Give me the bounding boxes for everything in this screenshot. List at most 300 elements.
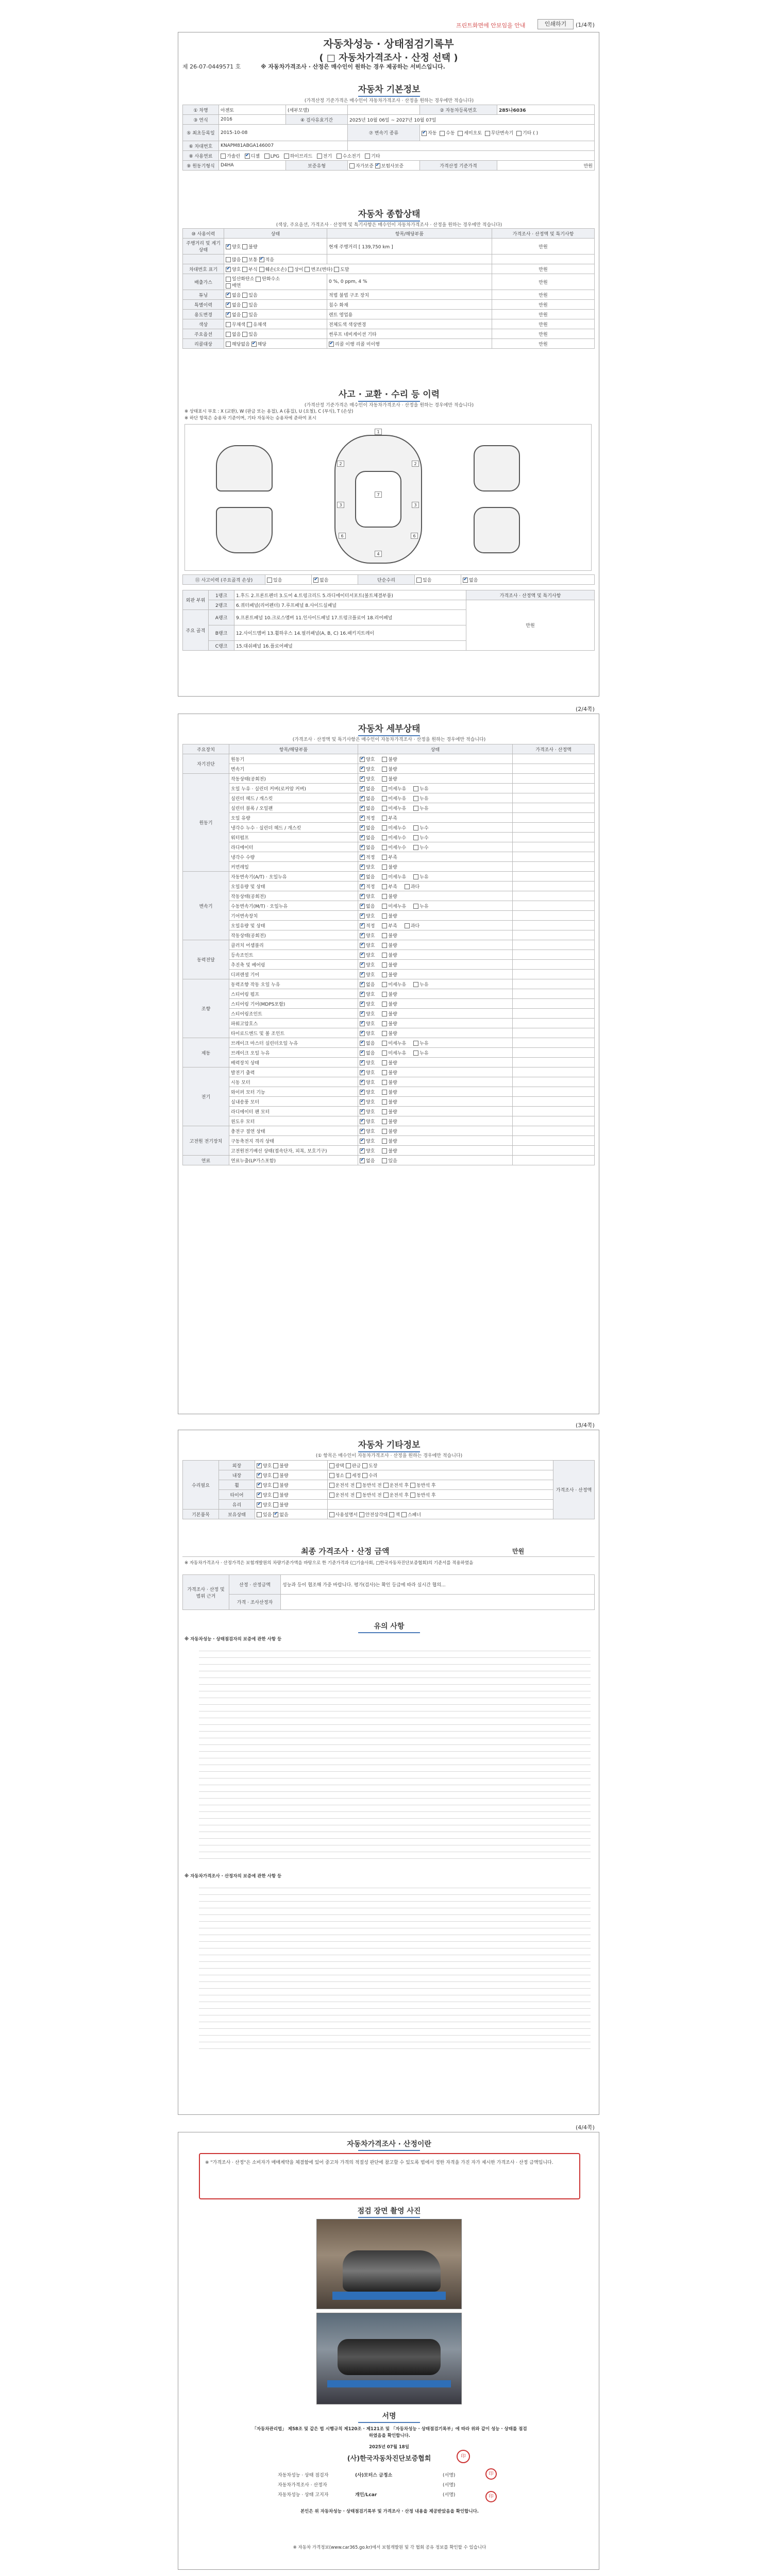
detail-item: 고전원전기배선 상태(접속단자, 피복, 보호기구) xyxy=(229,1146,358,1156)
detail-state xyxy=(358,1077,513,1087)
detail-state xyxy=(358,1156,513,1165)
state-label: 미세누유 xyxy=(388,806,407,811)
checkbox xyxy=(382,904,387,909)
detail-item: 스티어링 기어(MDPS포함) xyxy=(229,999,358,1009)
checkbox xyxy=(360,1090,365,1095)
detail-state xyxy=(358,1126,513,1136)
detail-row xyxy=(183,1038,595,1048)
checkbox xyxy=(360,1021,365,1026)
checkbox xyxy=(360,1109,365,1114)
detail-row xyxy=(183,862,595,872)
checkbox xyxy=(360,855,365,860)
checkbox xyxy=(382,1031,387,1036)
basis-table: 가격조사 · 산정 및 범위 근거 산정 · 산정금액 성능과 등이 협조해 가중 바랍니다. 평가(검사)는 확인 등급에 따라 실시간 협의... 가격 · 조사산정자 xyxy=(182,1574,595,1610)
detail-price xyxy=(513,872,595,882)
detail-item: 작동상태(공회전) xyxy=(229,930,358,940)
page-number: (4/4쪽) xyxy=(576,2124,595,2131)
detail-row xyxy=(183,1067,595,1077)
checkbox xyxy=(360,767,365,772)
checkbox xyxy=(382,962,387,968)
car-roof xyxy=(355,471,401,528)
detail-item: 오일 유량 xyxy=(229,813,358,823)
checkbox xyxy=(382,1080,387,1085)
detail-item: 클러치 어셈블리 xyxy=(229,940,358,950)
checkbox xyxy=(360,913,365,919)
sign-table: 자동차성능 · 상태 점검자 (사)모터스 금정소 (서명) 자동차가격조사 · 산정자 (서명) 자동차성능 · 상태 고지자 개인/Lcar (서명) xyxy=(278,2473,456,2498)
state-label: 적정 xyxy=(366,884,375,890)
detail-price xyxy=(513,803,595,813)
final-price-heading: 최종 가격조사 · 산정 금액 만원 xyxy=(182,1545,595,1557)
checkbox xyxy=(360,1050,365,1056)
checkbox xyxy=(382,1158,387,1163)
detail-item: 냉각수 수량 xyxy=(229,852,358,862)
lift-icon xyxy=(332,2292,446,2300)
checkbox xyxy=(360,1119,365,1124)
checkbox xyxy=(360,992,365,997)
detail-price xyxy=(513,1126,595,1136)
checkbox xyxy=(360,1031,365,1036)
detail-price xyxy=(513,989,595,999)
state-label: 양호 xyxy=(366,776,375,782)
state-label: 양호 xyxy=(366,1139,375,1144)
detail-item: 발전기 출력 xyxy=(229,1067,358,1077)
checkbox xyxy=(382,992,387,997)
detail-row xyxy=(183,842,595,852)
detail-item: 라디에이터 xyxy=(229,842,358,852)
state-label: 양호 xyxy=(366,1099,375,1105)
car-photo-shape xyxy=(343,2250,441,2292)
checkbox xyxy=(382,845,387,850)
state-label: 양호 xyxy=(366,992,375,997)
detail-item: 원동기 xyxy=(229,754,358,764)
state-label: 없음 xyxy=(366,806,375,811)
final-price-note: ※ 자동차가격조사 · 산정가격은 보험개발원의 차량기준가액을 바탕으로 한 기준가격과 (□기술사회, □한국자동차진단보증협회)의 기준서를 적용하였음 xyxy=(184,1561,474,1566)
state-label: 불량 xyxy=(388,865,397,870)
state-label: 미세누유 xyxy=(388,874,407,880)
detail-heading: 자동차 세부상태 xyxy=(178,721,600,734)
state-label: 불량 xyxy=(388,1011,397,1017)
state-label: 누유 xyxy=(419,1041,429,1046)
car-rear-view xyxy=(216,507,273,553)
detail-state xyxy=(358,1028,513,1038)
page-2-top xyxy=(178,703,599,711)
detail-price xyxy=(513,1107,595,1116)
state-label: 불량 xyxy=(388,894,397,900)
detail-row xyxy=(183,1107,595,1116)
state-label: 없음 xyxy=(366,904,375,909)
detail-item: 브레이크 오일 누유 xyxy=(229,1048,358,1058)
checkbox xyxy=(360,806,365,811)
detail-group: 조향 xyxy=(183,979,229,1038)
state-label: 양호 xyxy=(366,1002,375,1007)
detail-price xyxy=(513,1009,595,1019)
detail-item: 작동상태(공회전) xyxy=(229,774,358,784)
detail-price xyxy=(513,1038,595,1048)
detail-price xyxy=(513,1077,595,1087)
detail-price xyxy=(513,1087,595,1097)
detail-state xyxy=(358,882,513,891)
detail-state xyxy=(358,1107,513,1116)
notifier-stamp: 印 xyxy=(485,2491,497,2502)
state-label: 양호 xyxy=(366,1060,375,1066)
checkbox xyxy=(413,786,418,791)
state-label: 미세누유 xyxy=(388,786,407,792)
checkbox xyxy=(382,1021,387,1026)
detail-item: 워터펌프 xyxy=(229,833,358,842)
checkbox xyxy=(382,1109,387,1114)
detail-row xyxy=(183,1077,595,1087)
part-marker: 6 xyxy=(339,533,346,539)
checkbox xyxy=(413,1041,418,1046)
state-label: 불량 xyxy=(388,776,397,782)
detail-price xyxy=(513,754,595,764)
detail-row xyxy=(183,979,595,989)
other-heading: 자동차 기타정보 xyxy=(178,1437,600,1450)
state-label: 불량 xyxy=(388,933,397,939)
accident-note: (가격산정 기준가격은 매수인이 자동차가격조사 · 산정을 원하는 경우에만 적습니다) xyxy=(304,403,474,408)
detail-state xyxy=(358,1058,513,1067)
detail-state xyxy=(358,1087,513,1097)
checkbox xyxy=(382,933,387,938)
checkbox xyxy=(360,796,365,801)
detail-item: 브레이크 마스터 실린더오일 누유 xyxy=(229,1038,358,1048)
detail-price xyxy=(513,793,595,803)
detail-price xyxy=(513,960,595,970)
part-marker: 2 xyxy=(337,461,344,467)
checkbox xyxy=(413,806,418,811)
detail-item: 기어변속장치 xyxy=(229,911,358,921)
detail-row xyxy=(183,852,595,862)
checkbox xyxy=(360,884,365,889)
checkbox xyxy=(360,786,365,791)
notice-body-2: ※ 자동차가격조사 · 산정자의 보증에 관한 사항 등 xyxy=(184,1874,282,1879)
detail-price xyxy=(513,911,595,921)
checkbox xyxy=(382,913,387,919)
checkbox xyxy=(382,982,387,987)
checkbox xyxy=(382,1119,387,1124)
checkbox xyxy=(382,825,387,831)
accident-heading: 사고 · 교환 · 수리 등 이력 xyxy=(178,387,600,400)
detail-row xyxy=(183,1009,595,1019)
state-label: 누수 xyxy=(419,825,429,831)
state-label: 양호 xyxy=(366,972,375,978)
checkbox xyxy=(360,1041,365,1046)
checkbox xyxy=(360,1002,365,1007)
detail-price xyxy=(513,882,595,891)
detail-price xyxy=(513,930,595,940)
detail-group: 전기 xyxy=(183,1067,229,1126)
checkbox xyxy=(360,894,365,899)
car-side-right xyxy=(474,507,520,553)
state-label: 미세누수 xyxy=(388,825,407,831)
detail-price xyxy=(513,823,595,833)
detail-price xyxy=(513,1097,595,1107)
state-label: 불량 xyxy=(388,962,397,968)
checkbox xyxy=(382,1011,387,1016)
checkbox xyxy=(360,825,365,831)
detail-row xyxy=(183,774,595,784)
summary-table: ⑩ 사용이력 상태 항목/해당부품 가격조사 · 산정액 및 특기사항 주행거리 및 계기상태 ✔양호 불량 현재 주행거리 [ 139,750 km ] 만원 많음 보통 ✔ 적음 차대번호 표기 ✔ 양호 부식 훼손(오손) 상이 변조(변타) 도말 만원 배출가스 일산화탄소 탄화수소 매연 0 %, 0 ppm, 4 % 만원 튜닝 ✔ 없음 있음 적법 불법 구조 장치 만원 특별이력 ✔ 없음 있음 침수 화재 만원 용도변경 ✔ 없음 있음 렌트 영업용 만원 색상 무채색 유채색 전체도색 색상변경 만원 주요옵션 없음 있음 썬루프 네비게이션 기타 만원 리콜대상 해당없음 ✔ 해당 ✔ 리콜 이행 리콜 미이행 만원 xyxy=(182,228,595,349)
part-marker: 7 xyxy=(375,492,382,498)
state-label: 불량 xyxy=(388,1139,397,1144)
checkbox xyxy=(382,1139,387,1144)
checkbox xyxy=(360,1129,365,1134)
checkbox xyxy=(382,874,387,879)
detail-price xyxy=(513,862,595,872)
state-label: 누유 xyxy=(419,786,429,792)
state-label: 미세누유 xyxy=(388,982,407,988)
checkbox xyxy=(360,1011,365,1016)
detail-price xyxy=(513,842,595,852)
footer-text: ※ 자동차 가격정보(www.car365.go.kr)에서 보험개발원 및 각 협회 공유 정보를 확인할 수 있습니다 xyxy=(293,2545,486,2550)
detail-item: 오일 누유 · 실린더 커버(로커암 커버) xyxy=(229,784,358,793)
print-button[interactable]: 인쇄하기 xyxy=(537,19,574,29)
detail-state xyxy=(358,774,513,784)
detail-item: 배력장치 상태 xyxy=(229,1058,358,1067)
detail-state xyxy=(358,999,513,1009)
state-label: 없음 xyxy=(366,982,375,988)
detail-state xyxy=(358,1019,513,1028)
pricenote-heading: 자동차가격조사 · 산정이란 xyxy=(178,2139,600,2149)
detail-row xyxy=(183,1136,595,1146)
checkbox xyxy=(360,1099,365,1105)
part-marker: 1 xyxy=(375,429,382,435)
detail-state xyxy=(358,1067,513,1077)
detail-row xyxy=(183,1087,595,1097)
checkbox xyxy=(382,835,387,840)
page-4 xyxy=(178,2132,599,2570)
state-label: 있음 xyxy=(388,1158,397,1164)
receive-text: 본인은 위 자동차성능 · 상태점검기록부 및 가격조사 · 산정 내용을 제공받았음을 확인합니다. xyxy=(300,2509,479,2514)
detail-state xyxy=(358,930,513,940)
summary-note: (색상, 주요옵션, 가격조사 · 산정액 및 특기사항은 매수인이 자동차가격조사 · 산정을 원하는 경우에만 적습니다) xyxy=(276,223,502,228)
detail-state xyxy=(358,901,513,911)
notice-text-1 xyxy=(199,1647,591,1863)
state-label: 양호 xyxy=(366,1148,375,1154)
state-label: 양호 xyxy=(366,913,375,919)
state-label: 부족 xyxy=(388,884,397,890)
detail-state xyxy=(358,784,513,793)
detail-state xyxy=(358,1048,513,1058)
detail-price xyxy=(513,833,595,842)
state-label: 불량 xyxy=(388,1099,397,1105)
summary-heading: 자동차 종합상태 xyxy=(178,207,600,219)
detail-row xyxy=(183,901,595,911)
state-label: 없음 xyxy=(366,845,375,851)
detail-item: 추진축 및 베어링 xyxy=(229,960,358,970)
detail-price xyxy=(513,764,595,774)
state-label: 누유 xyxy=(419,904,429,909)
checkbox xyxy=(360,1070,365,1075)
basic-info-table: ① 차명 아젠토 (세부모델) ② 자동차등록번호 285나6036 ③ 연식 2016 ④ 검사유효기간 2025년 10월 06일 ~ 2027년 10월 07일 ⑤ 최초등록일 2015-10-08 ⑦ 변속기 종류 ✔ 자동 수동 세미오토 무단변속기 기타 ( ) ⑥ 차대번호 KNAPM81ABGA146007 ⑧ 사용연료 가솔린 ✔ 디젤 LPG 하이브리드 전기 수소전기 기타 ⑨ 원동기형식 D4HA 보증유형 자가보증 ✔ 보험사보증 가격산정 기준가격 만원 xyxy=(182,105,595,171)
checkbox xyxy=(360,1139,365,1144)
detail-price xyxy=(513,999,595,1009)
detail-row xyxy=(183,921,595,930)
checkbox xyxy=(360,845,365,850)
checkbox xyxy=(382,923,387,928)
detail-row xyxy=(183,833,595,842)
state-label: 불량 xyxy=(388,1148,397,1154)
detail-price xyxy=(513,784,595,793)
detail-group: 제동 xyxy=(183,1038,229,1067)
detail-state xyxy=(358,813,513,823)
doc-number: 제 26-07-0449571 호 xyxy=(182,63,241,70)
detail-state xyxy=(358,852,513,862)
detail-state xyxy=(358,1009,513,1019)
page-1 xyxy=(178,32,599,697)
part-marker: 6 xyxy=(411,533,418,539)
state-label: 양호 xyxy=(366,1119,375,1125)
detail-state xyxy=(358,989,513,999)
state-label: 부족 xyxy=(388,855,397,860)
checkbox xyxy=(382,1148,387,1154)
detail-state xyxy=(358,862,513,872)
state-label: 부족 xyxy=(388,923,397,929)
state-label: 누유 xyxy=(419,982,429,988)
notice-body-1: ※ 자동차성능 · 상태점검자의 보증에 관한 사항 등 xyxy=(184,1637,282,1642)
detail-item: 실내송풍 모터 xyxy=(229,1097,358,1107)
state-label: 양호 xyxy=(366,1080,375,1086)
state-label: 양호 xyxy=(366,894,375,900)
detail-state xyxy=(358,1146,513,1156)
checkbox xyxy=(360,816,365,821)
car-underside-shape xyxy=(338,2339,441,2375)
state-label: 양호 xyxy=(366,933,375,939)
page-3 xyxy=(178,1430,599,2115)
state-label: 양호 xyxy=(366,1021,375,1027)
detail-row xyxy=(183,823,595,833)
checkbox xyxy=(360,904,365,909)
detail-price xyxy=(513,970,595,979)
state-label: 양호 xyxy=(366,953,375,958)
detail-row xyxy=(183,1156,595,1165)
detail-price xyxy=(513,1067,595,1077)
state-label: 적정 xyxy=(366,923,375,929)
state-label: 누유 xyxy=(419,806,429,811)
detail-price xyxy=(513,1019,595,1028)
state-label: 불량 xyxy=(388,943,397,948)
detail-row xyxy=(183,764,595,774)
part-marker: 3 xyxy=(337,502,344,508)
state-label: 미세누유 xyxy=(388,1041,407,1046)
page-number: (1/4쪽) xyxy=(576,22,595,28)
detail-row xyxy=(183,1116,595,1126)
checkbox xyxy=(360,962,365,968)
detail-item: 수동변속기(M/T) · 오일누유 xyxy=(229,901,358,911)
detail-row xyxy=(183,1058,595,1067)
detail-price xyxy=(513,1048,595,1058)
detail-state xyxy=(358,950,513,960)
checkbox xyxy=(360,1148,365,1154)
detail-row xyxy=(183,1019,595,1028)
detail-state xyxy=(358,911,513,921)
detail-item: 자동변속기(A/T) · 오일누유 xyxy=(229,872,358,882)
detail-item: 작동상태(공회전) xyxy=(229,891,358,901)
notice-heading: 유의 사항 xyxy=(178,1621,600,1631)
photo-heading: 점검 장면 촬영 사진 xyxy=(178,2206,600,2216)
page-3-top xyxy=(178,1419,599,1428)
checkbox xyxy=(413,874,418,879)
state-label: 누수 xyxy=(419,835,429,841)
car-diagram xyxy=(184,424,592,571)
checkbox xyxy=(360,982,365,987)
checkbox xyxy=(360,1060,365,1065)
detail-row xyxy=(183,999,595,1009)
rank-table: 외판 부위 1랭크 1.후드 2.프론트펜더 3.도어 4.트렁크리드 5.라디에이터서포트(볼트체결부품) 가격조사 · 산정액 및 특기사항 2랭크 6.쿼터패널(리어펜더) 7.루프패널 8.사이드실패널 만원 주요 골격 A랭크 9.프론트패널 10.크로스멤버 11.인사이드패널 17.트렁크플로어 18.리어패널 B랭크 12.사이드멤버 13.휠하우스 14.필러패널(A, B, C) 16.패키지트레이 C랭크 15.대쉬패널 16.플로어패널 xyxy=(182,590,595,651)
other-note: (① 항목은 매수인이 자동차가격조사 · 산정을 원하는 경우에만 적습니다) xyxy=(315,1453,463,1459)
state-label: 불량 xyxy=(388,1060,397,1066)
detail-price xyxy=(513,813,595,823)
checkbox xyxy=(360,923,365,928)
detail-price xyxy=(513,1146,595,1156)
detail-row xyxy=(183,930,595,940)
detail-state xyxy=(358,754,513,764)
accident-legend: ※ 상태표시 부호 : X (교환), W (판금 또는 용접), A (흠집), U (요철), C (부식), T (손상) ※ 하단 항목은 승용차 기준이며, 기타 자동차는 승용차에 준하여 표시 xyxy=(184,409,354,421)
detail-state xyxy=(358,891,513,901)
detail-price xyxy=(513,1156,595,1165)
checkbox xyxy=(382,1050,387,1056)
detail-item: 변속기 xyxy=(229,764,358,774)
state-label: 불량 xyxy=(388,1090,397,1095)
detail-table: 주요장치 항목/해당부품 상태 가격조사 · 산정액 자기진단 원동기 ✔ 양호 불량 변속기 ✔ 양호 불량 원동기 작동상태(공회전) ✔ 양호 불량 오일 누유 · 실린더 커버(로커암 커버) ✔ 없음 미세누유 누유 실린더 헤드 / 개스킷 ✔ 없음 미세누유 누유 실린더 블록 / 오일팬 ✔ 없음 미세누유 누유 오일 유량 ✔ 적정 부족 냉각수 누수 · 실린더 헤드 / 개스킷 ✔ 없음 미세누수 누수 워터펌프 ✔ 없음 미세누수 누수 라디에이터 ✔ 없음 미세누수 누수 냉각수 수량 ✔ 적정 부족 커먼레일 ✔ 양호 불량 변속기 자동변속기(A/T) · 오일누유 ✔ 없음 미세누유 누유 오일유량 및 상태 ✔ 적정 부족 과다 작동상태(공회전) ✔ 양호 불량 수동변속기(M/T) · 오일누유 ✔ 없음 미세누유 누유 기어변속장치 ✔ 양호 불량 오일유량 및 상태 ✔ 적정 부족 과다 작동상태(공회전) ✔ 양호 불량 동력전달 클러치 어셈블리 ✔ 양호 불량 등속조인트 ✔ 양호 불량 추진축 및 베어링 ✔ 양호 불량 디퍼렌셜 기어 ✔ 양호 불량 조향 동력조향 작동 오일 누유 ✔ 없음 미세누유 누유 스티어링 펌프 ✔ 양호 불량 스티어링 기어(MDPS포함) ✔ 양호 불량 스티어링조인트 ✔ 양호 불량 파워고압호스 ✔ 양호 불량 타이로드엔드 및 볼 조인트 ✔ 양호 불량 제동 브레이크 마스터 실린더오일 누유 ✔ 없음 미세누유 누유 브레이크 오일 누유 ✔ 없음 미세누유 누유 배력장치 상태 ✔ 양호 불량 전기 발전기 출력 ✔ 양호 불량 시동 모터 ✔ 양호 불량 와이퍼 모터 기능 ✔ 양호 불량 실내송풍 모터 ✔ 양호 불량 라디에이터 팬 모터 ✔ 양호 불량 윈도우 모터 ✔ 양호 불량 고전원 전기장치 충전구 절연 상태 ✔ 양호 불량 구동축전지 격리 상태 ✔ 양호 불량 고전원전기배선 상태(접속단자, 피복, 보호기구) ✔ 양호 불량 연료 연료누출(LP가스포함) ✔ 없음 있음 xyxy=(182,744,595,1165)
detail-price xyxy=(513,979,595,989)
car-side-left xyxy=(474,445,520,492)
state-label: 과다 xyxy=(410,884,420,890)
detail-state xyxy=(358,970,513,979)
detail-row xyxy=(183,1097,595,1107)
detail-item: 와이퍼 모터 기능 xyxy=(229,1087,358,1097)
checkbox xyxy=(382,894,387,899)
checkbox xyxy=(382,757,387,762)
state-label: 양호 xyxy=(366,1011,375,1017)
detail-group: 자기진단 xyxy=(183,754,229,774)
checkbox xyxy=(382,816,387,821)
detail-state xyxy=(358,1136,513,1146)
notice-text-2 xyxy=(199,1884,591,2054)
checkbox xyxy=(413,835,418,840)
checkbox xyxy=(413,825,418,831)
detail-item: 오일유량 및 상태 xyxy=(229,882,358,891)
state-label: 양호 xyxy=(366,1031,375,1037)
detail-state xyxy=(358,1038,513,1048)
checkbox xyxy=(360,1080,365,1085)
detail-price xyxy=(513,940,595,950)
detail-row xyxy=(183,911,595,921)
detail-price xyxy=(513,950,595,960)
detail-state xyxy=(358,793,513,803)
state-label: 적정 xyxy=(366,855,375,860)
checkbox xyxy=(382,796,387,801)
detail-row xyxy=(183,989,595,999)
state-label: 불량 xyxy=(388,757,397,762)
checkbox xyxy=(382,806,387,811)
detail-state xyxy=(358,842,513,852)
state-label: 불량 xyxy=(388,992,397,997)
part-marker: 2 xyxy=(412,461,419,467)
checkbox xyxy=(360,835,365,840)
detail-item: 시동 모터 xyxy=(229,1077,358,1087)
state-label: 불량 xyxy=(388,1031,397,1037)
detail-price xyxy=(513,774,595,784)
detail-item: 타이로드엔드 및 볼 조인트 xyxy=(229,1028,358,1038)
page-number: (2/4쪽) xyxy=(576,706,595,713)
state-label: 불량 xyxy=(388,1080,397,1086)
state-label: 없음 xyxy=(366,1158,375,1164)
company-stamp: 印 xyxy=(457,2450,470,2463)
checkbox xyxy=(405,923,410,928)
detail-row xyxy=(183,1048,595,1058)
state-label: 불량 xyxy=(388,1119,397,1125)
